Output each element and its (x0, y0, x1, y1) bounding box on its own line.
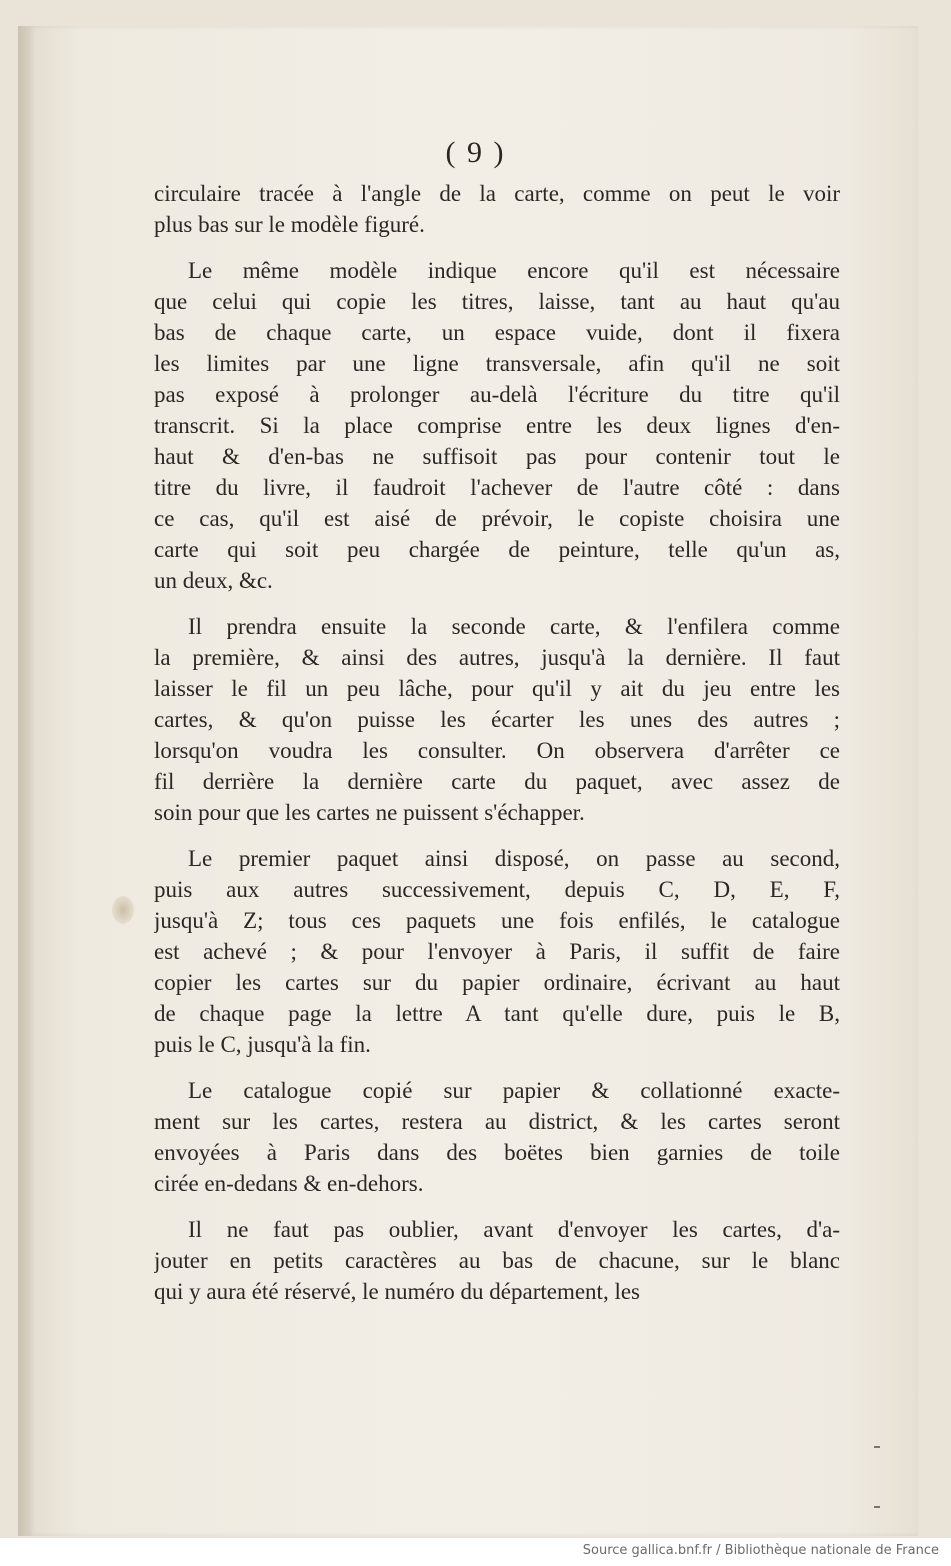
page-text (154, 178, 840, 1322)
text-line: Le premier paquet ainsi disposé, on passe au second, (188, 846, 840, 871)
text-line: cirée en-dedans & en-dehors. (154, 1171, 424, 1196)
text-line: qui y aura été réservé, le numéro du département, les (154, 1279, 640, 1304)
text-line: plus bas sur le modèle figuré. (154, 212, 425, 237)
text-line: est achevé ; & pour l'envoyer à Paris, il suffit de faire (154, 939, 840, 964)
text-line: transcrit. Si la place comprise entre les deux lignes d'en- (154, 413, 840, 438)
text-line: lorsqu'on voudra les consulter. On observera d'arrêter ce (154, 738, 840, 763)
text-line: ce cas, qu'il est aisé de prévoir, le copiste choisira une (154, 506, 840, 531)
margin-mark (874, 1506, 880, 1508)
text-line: cartes, & qu'on puisse les écarter les unes des autres ; (154, 707, 840, 732)
paragraph (154, 1075, 840, 1199)
text-line: pas exposé à prolonger au-delà l'écriture du titre qu'il (154, 382, 840, 407)
source-credit: Source gallica.bnf.fr / Bibliothèque nationale de France (582, 1543, 939, 1558)
text-line: jusqu'à Z; tous ces paquets une fois enfilés, le catalogue (154, 908, 840, 933)
paragraph (154, 843, 840, 1060)
text-line: puis le C, jusqu'à la fin. (154, 1032, 371, 1057)
text-line: Le catalogue copié sur papier & collationné exacte- (188, 1078, 840, 1103)
footer-bar (0, 1538, 951, 1566)
text-line: la première, & ainsi des autres, jusqu'à la dernière. Il faut (154, 645, 840, 670)
paragraph (154, 611, 840, 828)
text-line: haut & d'en-bas ne suffisoit pas pour contenir tout le (154, 444, 840, 469)
text-line: de chaque page la lettre A tant qu'elle dure, puis le B, (154, 1001, 840, 1026)
paragraph (154, 178, 840, 240)
text-line: envoyées à Paris dans des boëtes bien garnies de toile (154, 1140, 840, 1165)
text-line: que celui qui copie les titres, laisse, tant au haut qu'au (154, 289, 840, 314)
text-line: fil derrière la dernière carte du paquet, avec assez de (154, 769, 840, 794)
text-line: titre du livre, il faudroit l'achever de l'autre côté : dans (154, 475, 840, 500)
text-line: Le même modèle indique encore qu'il est nécessaire (188, 258, 840, 283)
text-line: Il ne faut pas oublier, avant d'envoyer les cartes, d'a- (188, 1217, 840, 1242)
paper-stain (112, 896, 134, 924)
margin-mark (874, 1446, 880, 1448)
text-line: circulaire tracée à l'angle de la carte, comme on peut le voir (154, 181, 840, 206)
text-line: puis aux autres successivement, depuis C, D, E, F, (154, 877, 840, 902)
text-line: Il prendra ensuite la seconde carte, & l'enfilera comme (188, 614, 840, 639)
page-number: ( 9 ) (445, 136, 506, 169)
text-line: jouter en petits caractères au bas de chacune, sur le blanc (154, 1248, 840, 1273)
text-line: les limites par une ligne transversale, afin qu'il ne soit (154, 351, 840, 376)
text-line: carte qui soit peu chargée de peinture, telle qu'un as, (154, 537, 840, 562)
text-line: ment sur les cartes, restera au district, & les cartes seront (154, 1109, 840, 1134)
paragraph (154, 1214, 840, 1307)
text-line: soin pour que les cartes ne puissent s'échapper. (154, 800, 585, 825)
text-line: un deux, &c. (154, 568, 273, 593)
text-line: bas de chaque carte, un espace vuide, dont il fixera (154, 320, 840, 345)
text-line: copier les cartes sur du papier ordinaire, écrivant au haut (154, 970, 840, 995)
paragraph (154, 255, 840, 596)
text-line: laisser le fil un peu lâche, pour qu'il y ait du jeu entre les (154, 676, 840, 701)
